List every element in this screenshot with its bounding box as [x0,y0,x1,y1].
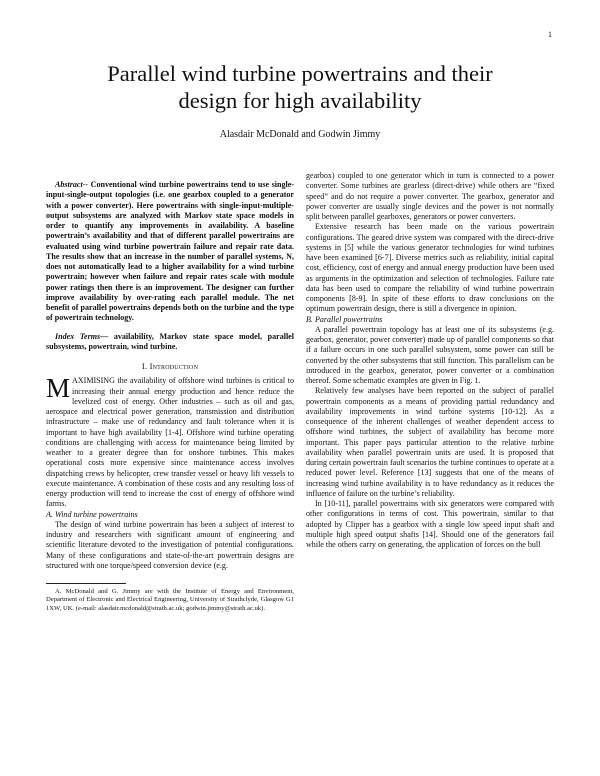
index-terms-lead: Index Terms [55,331,101,341]
abstract-lead: Abstract-- [55,180,89,189]
subsection-heading-a: A. Wind turbine powertrains [46,509,138,519]
subsection-b-paragraph-3: In [10-11], parallel powertrains with six generators were compared with other configurations in terms of cost. This powertrain, similar to that adopted by Clipper has a gearbox with a single low speed input shaft and multiple high speed output shafts [14]. Should one of the generators fail while the others carry on generating, the application of forces on the bull [306,499,554,549]
index-terms-text: — availability, Markov state space model, parallel subsystems, powertrain, wind turbine. [46,331,294,351]
right-column [306,171,554,550]
subsection-heading-b: B. Parallel powertrains [306,314,383,324]
title-line-2: design for high availability [178,88,422,113]
footnote-divider [46,583,126,584]
subsection-a-paragraph-2: Extensive research has been made on the various powertrain configurations. The geared drive system was compared with the direct-drive systems in [5] while the various generator technologies for wind turbines have been examined [6-7]. Diverse metrics such as reliability, initial capital cost, efficiency, cost of energy and annual energy production have been used as arguments in the optimization and selection of technologies. Failure rate data has been used to compare the reliability of wind turbine powertrain components [8-9]. In spite of these efforts to draw conclusions on the optimum powertrain design, there is still a divergence in opinion. [306,222,554,314]
drop-cap: M [46,373,71,404]
paper-title [40,60,560,114]
intro-paragraph-1 [46,373,294,509]
subsection-b-paragraph-2: Relatively few analyses have been reported on the subject of parallel powertrain components as a means of providing partial redundancy and availability improvements in wind turbine systems [10-12]. As a consequence of the inherent challenges of weather dependent access to offshore wind turbines, the subject of availability has become more important. This paper pays particular attention to the relative turbine availability when parallel powertrain units are used. It is proposed that during certain powertrain fault scenarios the turbine continues to operate at a reduced power level. Reference [13] suggests that one of the means of increasing wind turbine availability is to have redundancy as it reduces the influence of failure on the turbine’s reliability. [306,386,554,498]
section-heading-introduction: I. Introduction [141,361,199,371]
index-terms [46,332,294,353]
author-footnote: A. McDonald and G. Jimmy are with the Institute of Energy and Environment, Department of Electronic and Electrical Engineering, University of Strathclyde, Glasgow G1 1XW, UK. (e-mail: alasdair.mcdonald@strath.ac.uk; godwin.jimmy@strath.ac.uk). [46,588,294,612]
subsection-b-paragraph-1: A parallel powertrain topology has at least one of its subsystems (e.g. gearbox, generator, power converter) made up of parallel components so that if a failure occurs in one such parallel subsystem, some power can still be converted by the other subsystems that still function. This parallelism can be introduced in the gearbox, generator, power converter or a combination thereof. Some schematic examples are given in Fig. 1. [306,324,554,385]
subsection-a-paragraph-1-continued: gearbox) coupled to one generator which in turn is connected to a power converter. Some turbines are gearless (direct-drive) while others are “fixed speed” and do not require a power converter. The gearbox, generator and power converter are usually single devices and the power is not normally split between parallel gearboxes, generators or power converters. [306,171,554,221]
left-column [46,180,294,613]
subsection-a-paragraph-1: The design of wind turbine powertrain has been a subject of interest to industry and researchers with significant amount of engineering and scientific literature devoted to the investigation of potential configurations. Many of these configurations and state-of-the-art powertrain designs are structured with one torque/speed conversion device (e.g. [46,519,294,570]
intro-paragraph-text: the availability of offshore wind turbines is critical to increasing their annual energy production and hence reduce the levelized cost of energy. Other industries – such as oil and gas, aerospace and electrical power generation, transmission and distribution infrastructure – make use of redundancy and fault tolerance when it is important to have high availability [1-4]. Offshore wind turbine operating conditions are challenging with access for maintenance being limited by weather to a greater degree than for onshore turbines. This makes operational costs more expensive since maintenance access involves dispatching crews by helicopter, crew transfer vessel or heavy lift vessels to execute maintenance. A combination of these costs and any resulting loss of energy production will tend to increase the cost of energy of offshore wind farms. [46,376,294,509]
author-list: Alasdair McDonald and Godwin Jimmy [219,129,381,140]
title-line-1: Parallel wind turbine powertrains and their [107,61,493,86]
abstract [46,180,294,324]
page-number: 1 [548,30,552,39]
intro-first-word: AXIMISING [72,376,115,386]
abstract-text: Conventional wind turbine powertrains tend to use single-input-single-output topologies (i.e. one gearbox coupled to a generator with a power converter). Here powertrains with single-input-multiple-output subsystems are analyzed with Markov state space models in order to quantify any improvements in availability. A baseline powertrain’s availability and that of different parallel powertrains are evaluated using wind turbine powertrain failure and repair rate data. The results show that an increase in the number of parallel systems, N, does not automatically lead to a higher availability for a wind turbine powertrain; however when failure and repair rates scale with module power ratings then there is an improvement. The designer can further improve availability by over-rating each parallel module. The net benefit of parallel powertrains depends both on the turbine and the type of powertrain technology. [46,180,294,323]
